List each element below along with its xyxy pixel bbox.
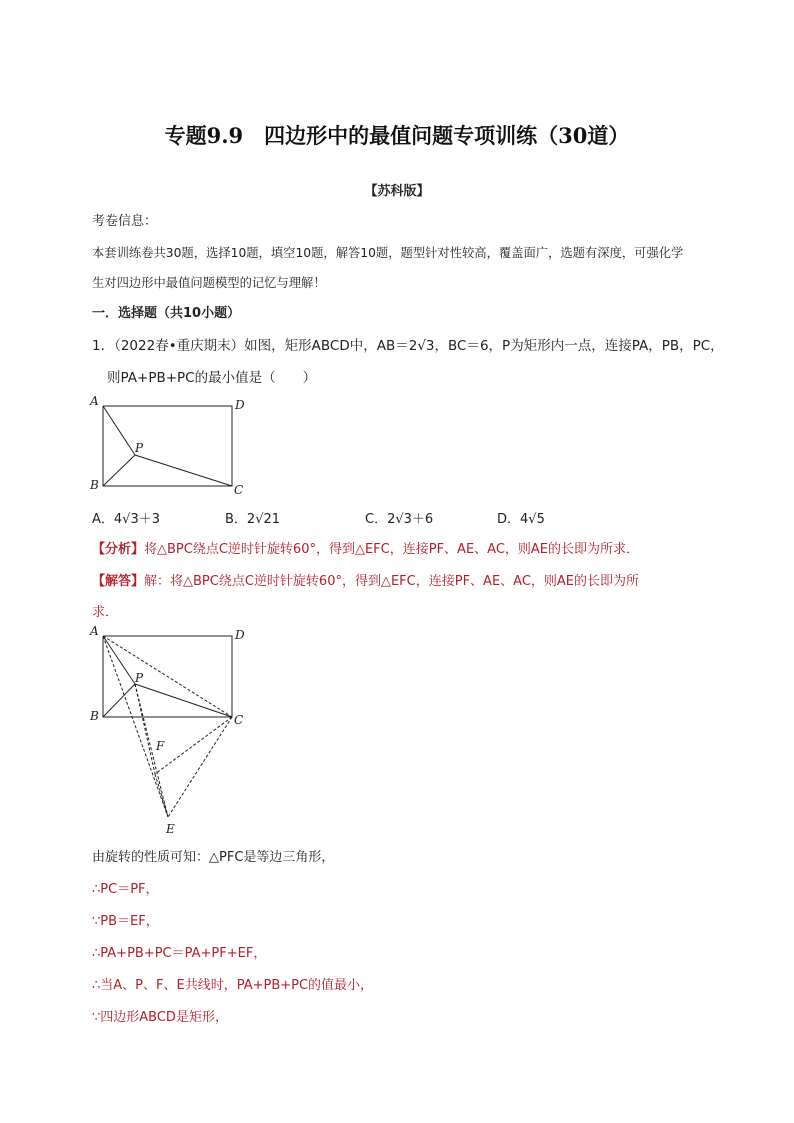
segment-fc: [155, 717, 232, 774]
question-1-stem-line-2: 则PA+PB+PC的最小值是（ ）: [107, 370, 317, 386]
segment-pf: [135, 684, 155, 774]
solution-step-3: ∵PB＝EF，: [92, 914, 159, 929]
segment-ac: [103, 636, 232, 717]
info-label: 考卷信息：: [92, 214, 158, 229]
label-b: B: [90, 709, 99, 723]
analysis: [92, 540, 639, 560]
figure-2-rotation: [85, 622, 260, 842]
solution-step-2: ∴PC＝PF，: [92, 882, 159, 897]
segment-pa: [103, 406, 135, 455]
question-1-stem-line-1: 1．（2022春•重庆期末）如图，矩形ABCD中，AB＝2√3，BC＝6，P为矩形内一点，连接PA，PB，PC，: [92, 338, 724, 354]
segment-ae: [103, 636, 168, 817]
label-c: C: [234, 713, 244, 727]
info-line-2: 生对四边形中最值问题模型的记忆与理解！: [92, 276, 326, 290]
answer-line-1: [92, 572, 639, 592]
rectangle-abcd: [103, 406, 232, 486]
option-d: D．4√5: [497, 512, 545, 527]
label-p: P: [135, 441, 144, 455]
segment-pa: [103, 636, 135, 684]
label-d: D: [235, 628, 245, 642]
label-c: C: [234, 483, 244, 497]
label-d: D: [235, 398, 245, 412]
section-heading: 一．选择题（共10小题）: [92, 306, 241, 321]
label-a: A: [90, 394, 99, 408]
segment-pc: [135, 455, 232, 486]
segment-ec: [168, 717, 232, 817]
label-e: E: [166, 822, 175, 836]
option-c: C．2√3＋6: [365, 512, 434, 527]
edition-label: 【苏科版】: [364, 184, 430, 199]
figure-1-rectangle: [85, 392, 255, 502]
answer-line-2: 求．: [92, 605, 119, 620]
solution-step-6: ∵四边形ABCD是矩形，: [92, 1010, 228, 1025]
label-f: F: [156, 739, 165, 753]
analysis-tag: 【分析】: [92, 542, 145, 557]
answer-text-1: 解：将△BPC绕点C逆时针旋转60°，得到△EFC，连接PF、AE、AC，则AE的长即为所: [144, 574, 640, 589]
analysis-text: 将△BPC绕点C逆时针旋转60°，得到△EFC，连接PF、AE、AC，则AE的长即为所求．: [144, 542, 640, 557]
solution-step-5: ∴当A、P、F、E共线时，PA+PB+PC的值最小，: [92, 978, 374, 993]
label-p: P: [135, 671, 144, 685]
solution-step-4: ∴PA+PB+PC＝PA+PF+EF，: [92, 946, 267, 961]
answer-tag: 【解答】: [92, 574, 145, 589]
segment-pb: [103, 455, 135, 486]
option-b: B．2√21: [225, 512, 281, 527]
label-a: A: [90, 624, 99, 638]
segment-pc: [135, 684, 232, 717]
option-a: A．4√3＋3: [92, 512, 160, 527]
label-b: B: [90, 478, 99, 492]
solution-step-1: 由旋转的性质可知：△PFC是等边三角形，: [92, 850, 335, 865]
page-title: 专题9.9 四边形中的最值问题专项训练（30道）: [164, 123, 630, 148]
info-line-1: 本套训练卷共30题，选择10题，填空10题，解答10题，题型针对性较高，覆盖面广，选题有深度，可强化学: [92, 246, 684, 260]
